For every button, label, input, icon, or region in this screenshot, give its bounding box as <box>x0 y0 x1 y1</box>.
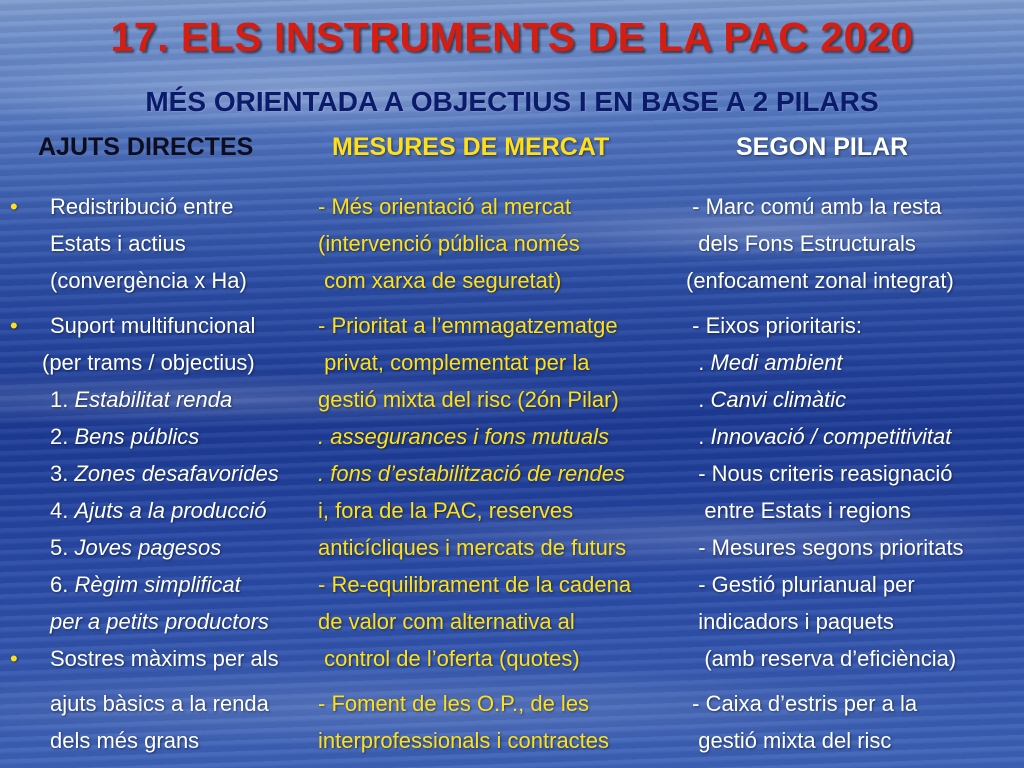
list-item: 1. Estabilitat renda <box>50 387 233 412</box>
list-item: - Nous criteris reasignació <box>698 461 953 486</box>
list-item: control de l’oferta (quotes) <box>324 646 580 671</box>
list-item: . assegurances i fons mutuals <box>318 424 610 449</box>
list-item: ajuts bàsics a la renda <box>50 691 269 716</box>
list-item: 3. Zones desafavorides <box>50 461 279 486</box>
list-item: 4. Ajuts a la producció <box>50 498 267 523</box>
list-item: com xarxa de seguretat) <box>324 268 562 293</box>
list-item: entre Estats i regions <box>704 498 912 523</box>
bullet-icon: • <box>10 194 18 219</box>
column-ajuts-directes <box>10 188 330 759</box>
list-item: interprofessionals i contractes <box>318 728 610 753</box>
list-item: - Eixos prioritaris: <box>692 313 863 338</box>
list-item: dels més grans <box>50 728 200 753</box>
list-item: - Més orientació al mercat <box>318 194 572 219</box>
list-item: (enfocament zonal integrat) <box>686 268 954 293</box>
list-item: - Caixa d’estris per a la <box>692 691 918 716</box>
list-item: anticícliques i mercats de futurs <box>318 535 627 560</box>
list-item: Estats i actius <box>50 231 186 256</box>
bullet-icon: • <box>10 313 18 338</box>
list-item: (per trams / objectius) <box>42 350 255 375</box>
header-mesures-mercat: MESURES DE MERCAT <box>332 133 610 161</box>
list-item: dels Fons Estructurals <box>698 231 916 256</box>
list-item: • Redistribució entre <box>10 188 330 225</box>
list-item: . Innovació / competitivitat <box>698 424 952 449</box>
list-item: - Mesures segons prioritats <box>698 535 964 560</box>
column-mesures-mercat <box>318 188 698 759</box>
bullet-icon: • <box>10 646 18 671</box>
slide-subtitle: MÉS ORIENTADA A OBJECTIUS I EN BASE A 2 PILARS <box>145 86 879 117</box>
list-item: - Prioritat a l’emmagatzematge <box>318 313 618 338</box>
list-item: per a petits productors <box>50 609 269 634</box>
list-item: - Gestió plurianual per <box>698 572 915 597</box>
list-item: • Suport multifuncional <box>10 307 330 344</box>
header-ajuts-directes: AJUTS DIRECTES <box>38 133 254 161</box>
column-segon-pilar <box>686 188 1022 759</box>
list-item: 5. Joves pagesos <box>50 535 222 560</box>
list-item: - Foment de les O.P., de les <box>318 691 590 716</box>
list-item: gestió mixta del risc (2ón Pilar) <box>318 387 619 412</box>
slide-title: 17. ELS INSTRUMENTS DE LA PAC 2020 <box>110 14 914 60</box>
list-item: - Re-equilibrament de la cadena <box>318 572 632 597</box>
list-item: i, fora de la PAC, reserves <box>318 498 574 523</box>
list-item: gestió mixta del risc <box>698 728 892 753</box>
list-item: - Marc comú amb la resta <box>692 194 942 219</box>
list-item: (intervenció pública només <box>318 231 580 256</box>
list-item: indicadors i paquets <box>698 609 894 634</box>
list-item: 2. Bens públics <box>50 424 200 449</box>
list-item: . fons d’estabilització de rendes <box>318 461 625 486</box>
list-item: 6. Règim simplificat <box>50 572 241 597</box>
list-item: . Medi ambient <box>698 350 843 375</box>
list-item: privat, complementat per la <box>324 350 590 375</box>
list-item: • Sostres màxims per als <box>10 640 330 677</box>
list-item: de valor com alternativa al <box>318 609 575 634</box>
header-segon-pilar: SEGON PILAR <box>736 133 909 161</box>
list-item: (convergència x Ha) <box>50 268 247 293</box>
list-item: . Canvi climàtic <box>698 387 847 412</box>
list-item: (amb reserva d’eficiència) <box>704 646 957 671</box>
